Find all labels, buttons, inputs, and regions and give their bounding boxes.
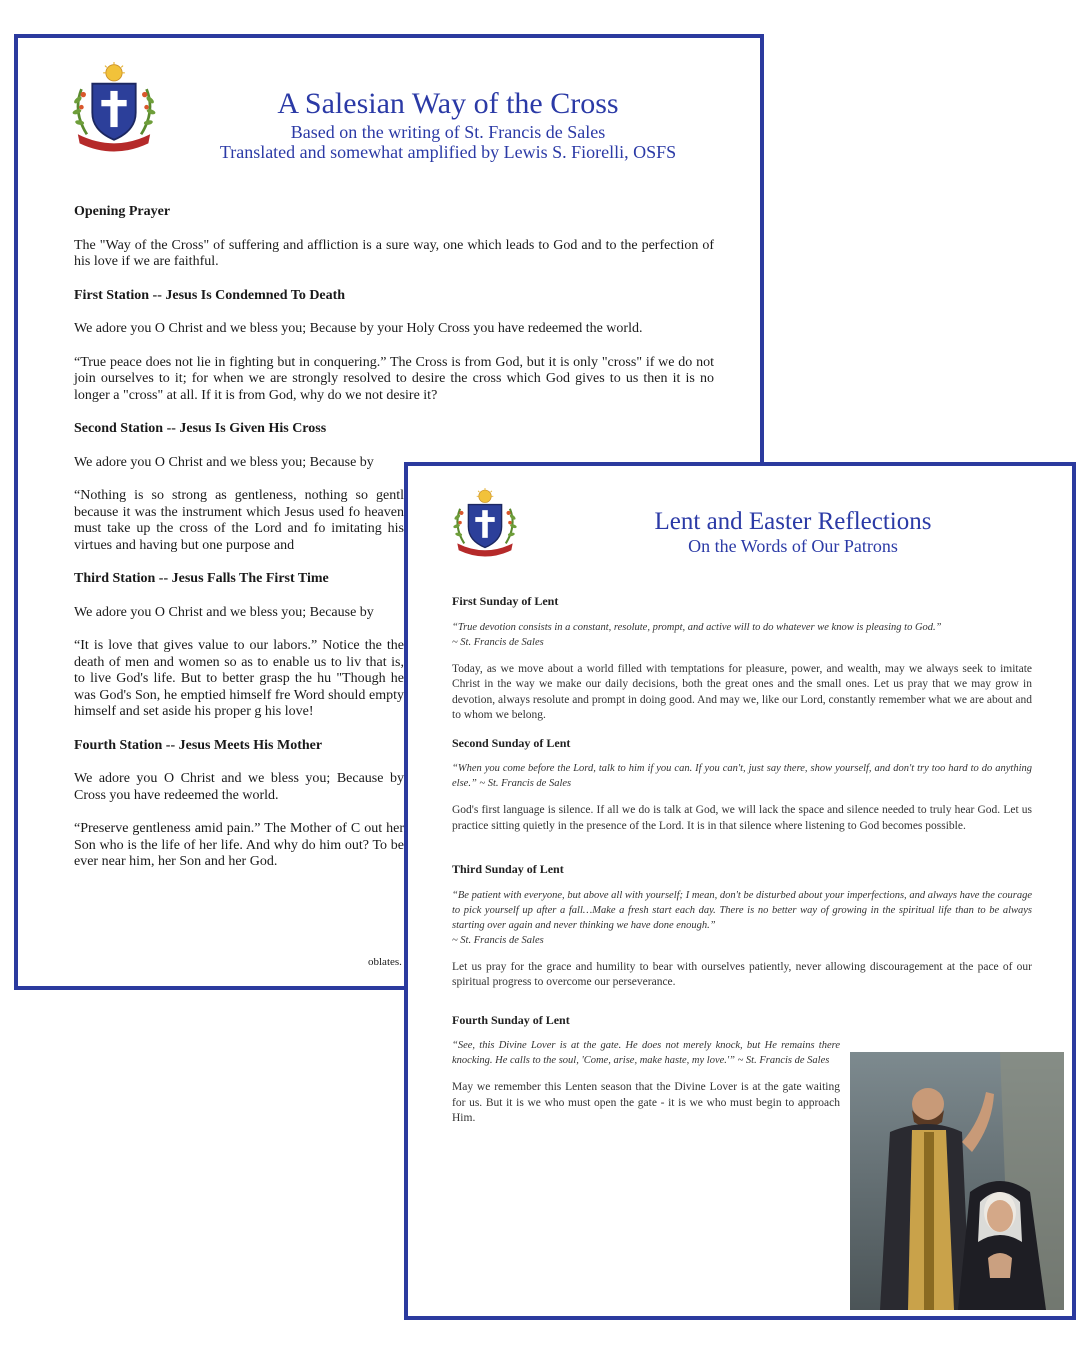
paragraph: The "Way of the Cross" of suffering and affliction is a sure way, one which leads to God and to the perfection of his love if we are faithful. [74, 237, 714, 269]
quote [452, 761, 1032, 791]
quote [452, 620, 1032, 650]
paragraph: We adore you O Christ and we bless you; Because by Cross you have redeemed the world. [74, 771, 404, 803]
section-heading: Third Sunday of Lent [452, 862, 564, 876]
oblates-crest-icon [450, 488, 520, 560]
paragraph: We adore you O Christ and we bless you; Because by [74, 604, 374, 620]
oblates-crest-icon [68, 62, 160, 156]
paragraph: “Nothing is so strong as gentleness, nothing so gentl because it was the instrument which Jesus used fo heaven must take up the cross of the Lord and fo imitating his virtues and having but one purpose and [74, 488, 404, 553]
quote [452, 888, 1032, 948]
paragraph: We adore you O Christ and we bless you; Because by [74, 454, 374, 470]
quote-text: “When you come before the Lord, talk to him if you can. If you can't, just say there, show yourself, and don't try too hard to do anything else.” [452, 763, 1032, 789]
page-subtitle: On the Words of Our Patrons [688, 536, 898, 556]
paragraph: “It is love that gives value to our labors.” Notice the the death of men and women so as to enable us to liv that is, to live God's life. But to better grasp the hu "Though he was God's Son, he emptied himself fre Word should empty himself and set aside his proper g his love! [74, 638, 404, 719]
paragraph: May we remember this Lenten season that the Divine Lover is at the gate waiting for us. But it is we who must open the gate - it is we who must begin to approach Him. [452, 1081, 840, 1124]
quote [452, 1038, 840, 1068]
page-subtitle-translator: Translated and somewhat amplified by Lewis S. Fiorelli, OSFS [219, 142, 677, 162]
section-heading: Fourth Sunday of Lent [452, 1012, 570, 1027]
section-heading: Third Station -- Jesus Falls The First Time [74, 571, 329, 586]
section-heading: First Station -- Jesus Is Condemned To Death [74, 287, 346, 303]
quote-text: “Be patient with everyone, but above all with yourself; I mean, don't be disturbed about your imperfections, and always have the courage to pick yourself up after a fall…Make a fresh start each day. There is no better way of growing in the spiritual life than to be always starting over again and never thinking we have done enough.” [452, 889, 1032, 931]
paragraph: God's first language is silence. If all we do is talk at God, we will lack the space and silence needed to truly hear God. Let us practice sitting quietly in the presence of the Lord. It is in that silence where listening to God becomes possible. [452, 804, 1032, 832]
page-title: A Salesian Way of the Cross [277, 87, 619, 120]
quote-attribution: ~ St. Francis de Sales [452, 934, 544, 946]
section-heading: Second Sunday of Lent [452, 735, 571, 750]
paragraph: “True peace does not lie in fighting but in conquering.” The Cross is from God, but it is only "cross" if we do not join ourselves to it; for when we are strongly resolved to desire the cross which God gives to us then it is no longer a "cross" at all. If it is from God, why do we not desire it? [74, 354, 714, 403]
paragraph: Today, as we move about a world filled with temptations for pleasure, power, and wealth, may we always seek to imitate Christ in the way we make our daily decisions, both the great ones and the small ones. Let us pray that we may grow in devotion, always resolute and prompt in doing good. And may we, like our Lord, constantly remember what we are about and to whom we belong. [452, 662, 1032, 721]
quote-attribution: ~ St. Francis de Sales [452, 636, 544, 648]
paragraph: “Preserve gentleness amid pain.” The Mother of C out her Son who is the life of her life. And why do him out? To be ever near him, her Son and her God. [74, 821, 404, 869]
section-heading: Opening Prayer [74, 204, 171, 219]
paragraph: Let us pray for the grace and humility to bear with ourselves patiently, never allowing discouragement at the pace of our spiritual progress to overcome our perseverance. [452, 960, 1032, 988]
page-title: Lent and Easter Reflections [654, 508, 932, 535]
quote-attribution: ~ St. Francis de Sales [737, 1055, 830, 1066]
quote-text: “See, this Divine Lover is at the gate. He does not merely knock, but He remains there knocking. He calls to the soul, 'Come, arise, make haste, my love.'” [452, 1040, 840, 1066]
section-heading: Second Station -- Jesus Is Given His Cross [74, 421, 327, 436]
saints-painting [850, 1052, 1064, 1310]
quote-attribution: ~ St. Francis de Sales [479, 778, 572, 789]
page-footer: oblates. [368, 956, 402, 968]
section-heading: First Sunday of Lent [452, 594, 559, 608]
paragraph: We adore you O Christ and we bless you; Because by your Holy Cross you have redeemed the world. [74, 321, 643, 336]
page-title-block [168, 86, 728, 162]
lent-reflections-page [404, 462, 1076, 1320]
section-heading: Fourth Station -- Jesus Meets His Mother [74, 737, 323, 753]
page-title-block [528, 508, 1058, 556]
page-subtitle: Based on the writing of St. Francis de Sales [290, 122, 606, 142]
quote-text: “True devotion consists in a constant, resolute, prompt, and active will to do whatever we know is pleasing to God.” [452, 621, 942, 633]
